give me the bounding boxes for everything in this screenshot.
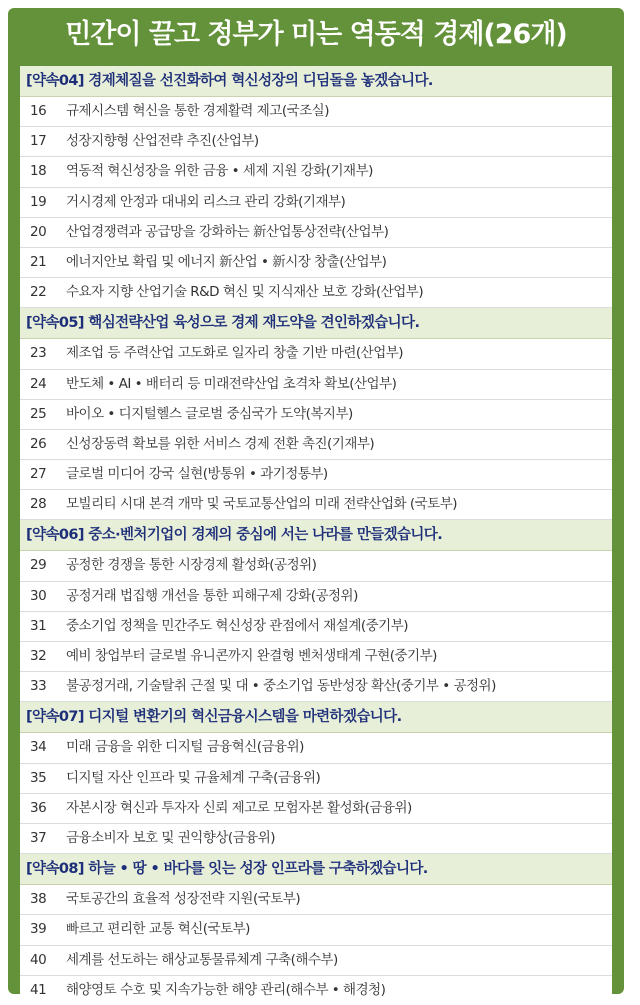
section-heading: [약속04] 경제체질을 선진화하여 혁신성장의 디딤돌을 놓겠습니다. bbox=[20, 66, 612, 97]
item-text: 에너지안보 확립 및 에너지 新산업 • 新시장 창출(산업부) bbox=[66, 253, 387, 270]
list-item bbox=[20, 672, 612, 702]
list-item bbox=[20, 127, 612, 157]
list-item bbox=[20, 278, 612, 308]
item-text: 불공정거래, 기술탈취 근절 및 대 • 중소기업 동반성장 확산(중기부 • 공정위) bbox=[66, 678, 496, 695]
list-item bbox=[20, 430, 612, 460]
item-number: 33 bbox=[30, 678, 47, 695]
item-text: 모빌리티 시대 본격 개막 및 국토교통산업의 미래 전략산업화 (국토부) bbox=[66, 496, 458, 513]
section-heading: [약속07] 디지털 변환기의 혁신금융시스템을 마련하겠습니다. bbox=[20, 702, 612, 733]
list-item bbox=[20, 915, 612, 945]
item-text: 공정거래 법집행 개선을 통한 피해구제 강화(공정위) bbox=[66, 587, 358, 604]
item-number: 41 bbox=[30, 981, 47, 998]
list-item bbox=[20, 157, 612, 187]
list-item bbox=[20, 642, 612, 672]
item-number: 32 bbox=[30, 648, 47, 664]
list-item bbox=[20, 794, 612, 824]
item-text: 공정한 경쟁을 통한 시장경제 활성화(공정위) bbox=[66, 557, 317, 574]
item-text: 반도체 • AI • 배터리 등 미래전략산업 초격차 확보(산업부) bbox=[66, 375, 397, 392]
item-text: 산업경쟁력과 공급망을 강화하는 新산업통상전략(산업부) bbox=[66, 223, 389, 240]
item-text: 빠르고 편리한 교통 혁신(국토부) bbox=[66, 921, 250, 938]
item-number: 31 bbox=[30, 617, 47, 634]
list-item bbox=[20, 885, 612, 915]
item-text: 신성장동력 확보를 위한 서비스 경제 전환 촉진(기재부) bbox=[66, 435, 375, 452]
item-number: 23 bbox=[30, 345, 47, 362]
item-text: 자본시장 혁신과 투자자 신뢰 제고로 모험자본 활성화(금융위) bbox=[66, 799, 412, 816]
item-number: 37 bbox=[30, 829, 47, 846]
list-item bbox=[20, 733, 612, 763]
item-text: 역동적 혁신성장을 위한 금융 • 세제 지원 강화(기재부) bbox=[66, 163, 373, 180]
list-item bbox=[20, 218, 612, 248]
item-text: 수요자 지향 산업기술 R&D 혁신 및 지식재산 보호 강화(산업부) bbox=[66, 284, 424, 301]
list-item bbox=[20, 764, 612, 794]
list-item bbox=[20, 582, 612, 612]
list-item bbox=[20, 339, 612, 369]
item-number: 28 bbox=[30, 496, 47, 513]
item-number: 22 bbox=[30, 284, 47, 301]
item-number: 20 bbox=[30, 223, 47, 240]
list-item bbox=[20, 370, 612, 400]
section-heading: [약속08] 하늘 • 땅 • 바다를 잇는 성장 인프라를 구축하겠습니다. bbox=[20, 854, 612, 885]
list-item bbox=[20, 612, 612, 642]
item-number: 34 bbox=[30, 739, 47, 756]
list-item bbox=[20, 976, 612, 1005]
item-number: 26 bbox=[30, 435, 47, 452]
item-text: 바이오 • 디지털헬스 글로벌 중심국가 도약(복지부) bbox=[66, 405, 353, 422]
item-number: 19 bbox=[30, 193, 47, 210]
item-text: 거시경제 안정과 대내외 리스크 관리 강화(기재부) bbox=[66, 193, 346, 210]
item-number: 17 bbox=[30, 133, 47, 150]
item-text: 세계를 선도하는 해상교통물류체계 구축(해수부) bbox=[66, 951, 338, 968]
section-heading: [약속05] 핵심전략산업 육성으로 경제 재도약을 견인하겠습니다. bbox=[20, 308, 612, 339]
item-number: 29 bbox=[30, 557, 47, 574]
item-text: 디지털 자산 인프라 및 규율체계 구축(금융위) bbox=[66, 769, 321, 786]
list-item bbox=[20, 460, 612, 490]
list-item bbox=[20, 946, 612, 976]
item-text: 국토공간의 효율적 성장전략 지원(국토부) bbox=[66, 891, 301, 908]
item-number: 25 bbox=[30, 405, 47, 422]
poster-frame bbox=[8, 8, 624, 998]
item-text: 미래 금융을 위한 디지털 금융혁신(금융위) bbox=[66, 739, 304, 756]
section-heading: [약속06] 중소·벤처기업이 경제의 중심에 서는 나라를 만들겠습니다. bbox=[20, 520, 612, 551]
item-number: 38 bbox=[30, 891, 47, 908]
item-text: 예비 창업부터 글로벌 유니콘까지 완결형 벤처생태계 구현(중기부) bbox=[66, 648, 437, 664]
item-text: 글로벌 미디어 강국 실현(방통위 • 과기정통부) bbox=[66, 466, 328, 483]
item-number: 16 bbox=[30, 103, 47, 119]
list-item bbox=[20, 97, 612, 127]
item-text: 성장지향형 산업전략 추진(산업부) bbox=[66, 133, 259, 150]
item-number: 39 bbox=[30, 921, 47, 938]
item-number: 40 bbox=[30, 951, 47, 968]
list-item bbox=[20, 248, 612, 278]
page-title: 민간이 끌고 정부가 미는 역동적 경제(26개) bbox=[65, 19, 567, 50]
item-text: 규제시스템 혁신을 통한 경제활력 제고(국조실) bbox=[66, 103, 329, 119]
item-text: 해양영토 수호 및 지속가능한 해양 관리(해수부 • 해경청) bbox=[66, 981, 386, 998]
item-number: 24 bbox=[30, 375, 47, 392]
item-number: 30 bbox=[30, 587, 47, 604]
list-item bbox=[20, 188, 612, 218]
item-number: 35 bbox=[30, 769, 47, 786]
list-item bbox=[20, 400, 612, 430]
list-item bbox=[20, 490, 612, 520]
item-text: 중소기업 정책을 민간주도 혁신성장 관점에서 재설계(중기부) bbox=[66, 617, 409, 634]
item-text: 금융소비자 보호 및 권익향상(금융위) bbox=[66, 829, 276, 846]
item-number: 21 bbox=[30, 253, 47, 270]
item-text: 제조업 등 주력산업 고도화로 일자리 창출 기반 마련(산업부) bbox=[66, 345, 404, 362]
item-number: 36 bbox=[30, 799, 47, 816]
item-number: 27 bbox=[30, 466, 47, 483]
item-number: 18 bbox=[30, 163, 47, 180]
task-list bbox=[20, 66, 612, 1005]
list-item bbox=[20, 551, 612, 581]
list-item bbox=[20, 824, 612, 854]
